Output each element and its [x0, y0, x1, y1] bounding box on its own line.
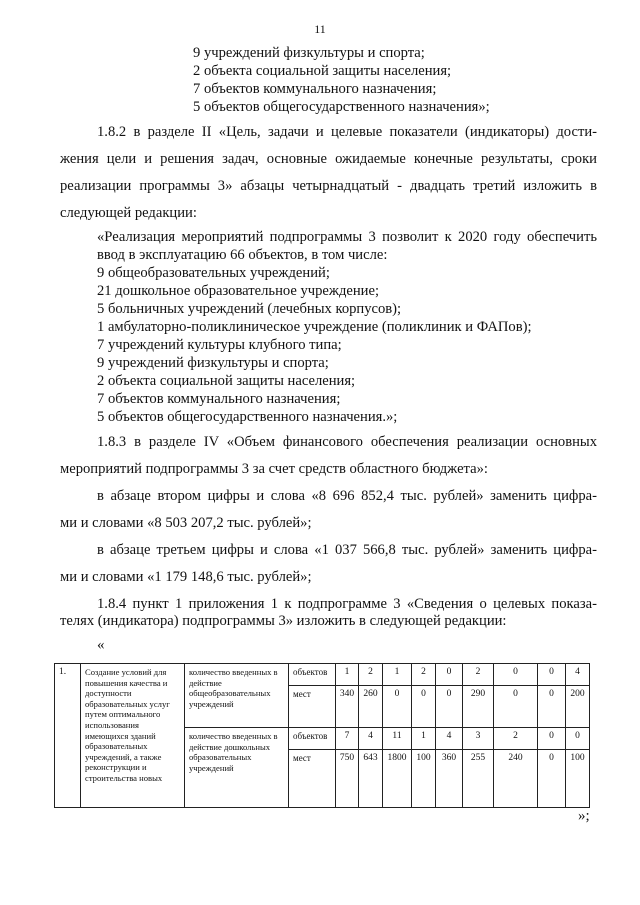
value-cell: 290 — [463, 686, 494, 728]
text-line: 2 объекта социальной защиты населения; — [97, 373, 356, 389]
text-line: телях (индикатора) подпрограммы 3» изложить в следующей редакции: — [60, 613, 507, 629]
text-line: 1 амбулаторно-поликлиническое учреждение (поликлиник и ФАПов); — [97, 319, 532, 335]
text-line: «Реализация мероприятий подпрограммы 3 позволит к 2020 году обеспечить — [97, 229, 597, 245]
value-cell: 7 — [336, 728, 359, 750]
value-cell: 2 — [412, 664, 436, 686]
unit-cell: объектов — [289, 664, 336, 686]
open-quote: « — [97, 637, 105, 653]
value-cell: 360 — [436, 750, 463, 808]
value-cell: 240 — [494, 750, 538, 808]
unit-cell: мест — [289, 686, 336, 728]
value-cell: 0 — [566, 728, 590, 750]
value-cell: 643 — [359, 750, 383, 808]
value-cell: 255 — [463, 750, 494, 808]
value-cell: 4 — [359, 728, 383, 750]
value-cell: 11 — [383, 728, 412, 750]
closing-quote: »; — [578, 808, 590, 824]
text-line: 7 учреждений культуры клубного типа; — [97, 337, 342, 353]
value-cell: 0 — [383, 686, 412, 728]
text-line: ми и словами «8 503 207,2 тыс. рублей»; — [60, 515, 312, 531]
value-cell: 4 — [436, 728, 463, 750]
value-cell: 750 — [336, 750, 359, 808]
value-cell: 0 — [538, 686, 566, 728]
value-cell: 0 — [494, 686, 538, 728]
measure-cell: Создание условий для повышения качества и доступности образовательных услуг путем оптимального использования имеющихся зданий образовательных учреждений, а также реконструкции и строительства новых — [81, 664, 185, 808]
value-cell: 340 — [336, 686, 359, 728]
value-cell: 3 — [463, 728, 494, 750]
value-cell: 1 — [383, 664, 412, 686]
page-number: 11 — [314, 22, 326, 36]
text-line: ввод в эксплуатацию 66 объектов, в том числе: — [97, 247, 388, 263]
value-cell: 0 — [494, 664, 538, 686]
value-cell: 0 — [538, 728, 566, 750]
value-cell: 1 — [412, 728, 436, 750]
text-line: 9 общеобразовательных учреждений; — [97, 265, 330, 281]
value-cell: 2 — [463, 664, 494, 686]
value-cell: 0 — [436, 686, 463, 728]
value-cell: 2 — [494, 728, 538, 750]
text-line: 2 объекта социальной защиты населения; — [193, 63, 452, 79]
text-line: 7 объектов коммунального назначения; — [97, 391, 341, 407]
text-line: ми и словами «1 179 148,6 тыс. рублей»; — [60, 569, 312, 585]
text-line: 5 объектов общегосударственного назначения»; — [193, 99, 490, 115]
value-cell: 0 — [436, 664, 463, 686]
value-cell: 100 — [566, 750, 590, 808]
value-cell: 0 — [538, 664, 566, 686]
text-line: реализации программы 3» абзацы четырнадцатый - двадцать третий изложить в — [60, 178, 597, 194]
value-cell: 100 — [412, 750, 436, 808]
unit-cell: мест — [289, 750, 336, 808]
text-line: 9 учреждений физкультуры и спорта; — [97, 355, 329, 371]
unit-cell: объектов — [289, 728, 336, 750]
text-line: жения цели и решения задач, основные ожидаемые конечные результаты, сроки — [60, 151, 597, 167]
value-cell: 0 — [412, 686, 436, 728]
text-line: в абзаце третьем цифры и слова «1 037 566,8 тыс. рублей» заменить цифра- — [97, 542, 597, 558]
value-cell: 4 — [566, 664, 590, 686]
value-cell: 260 — [359, 686, 383, 728]
value-cell: 200 — [566, 686, 590, 728]
text-line: 7 объектов коммунального назначения; — [193, 81, 437, 97]
value-cell: 2 — [359, 664, 383, 686]
text-line: мероприятий подпрограммы 3 за счет средств областного бюджета»: — [60, 461, 488, 477]
text-line: 1.8.3 в разделе IV «Объем финансового обеспечения реализации основных — [97, 434, 597, 450]
text-line: 9 учреждений физкультуры и спорта; — [193, 45, 425, 61]
text-line: 5 больничных учреждений (лечебных корпусов); — [97, 301, 402, 317]
text-line: следующей редакции: — [60, 205, 197, 221]
indicator-name-cell: количество введенных в действие дошкольных образовательных учреждений — [185, 728, 289, 808]
indicator-name-cell: количество введенных в действие общеобразовательных учреждений — [185, 664, 289, 728]
text-line: 1.8.4 пункт 1 приложения 1 к подпрограмме 3 «Сведения о целевых показа- — [97, 596, 597, 612]
text-line: 21 дошкольное образовательное учреждение; — [97, 283, 380, 299]
value-cell: 1800 — [383, 750, 412, 808]
indicators-table — [54, 663, 590, 808]
text-line: в абзаце втором цифры и слова «8 696 852,4 тыс. рублей» заменить цифра- — [97, 488, 597, 504]
text-line: 1.8.2 в разделе II «Цель, задачи и целевые показатели (индикаторы) дости- — [97, 124, 597, 140]
value-cell: 1 — [336, 664, 359, 686]
text-line: 5 объектов общегосударственного назначения.»; — [97, 409, 398, 425]
row-number-cell: 1. — [55, 664, 81, 808]
value-cell: 0 — [538, 750, 566, 808]
